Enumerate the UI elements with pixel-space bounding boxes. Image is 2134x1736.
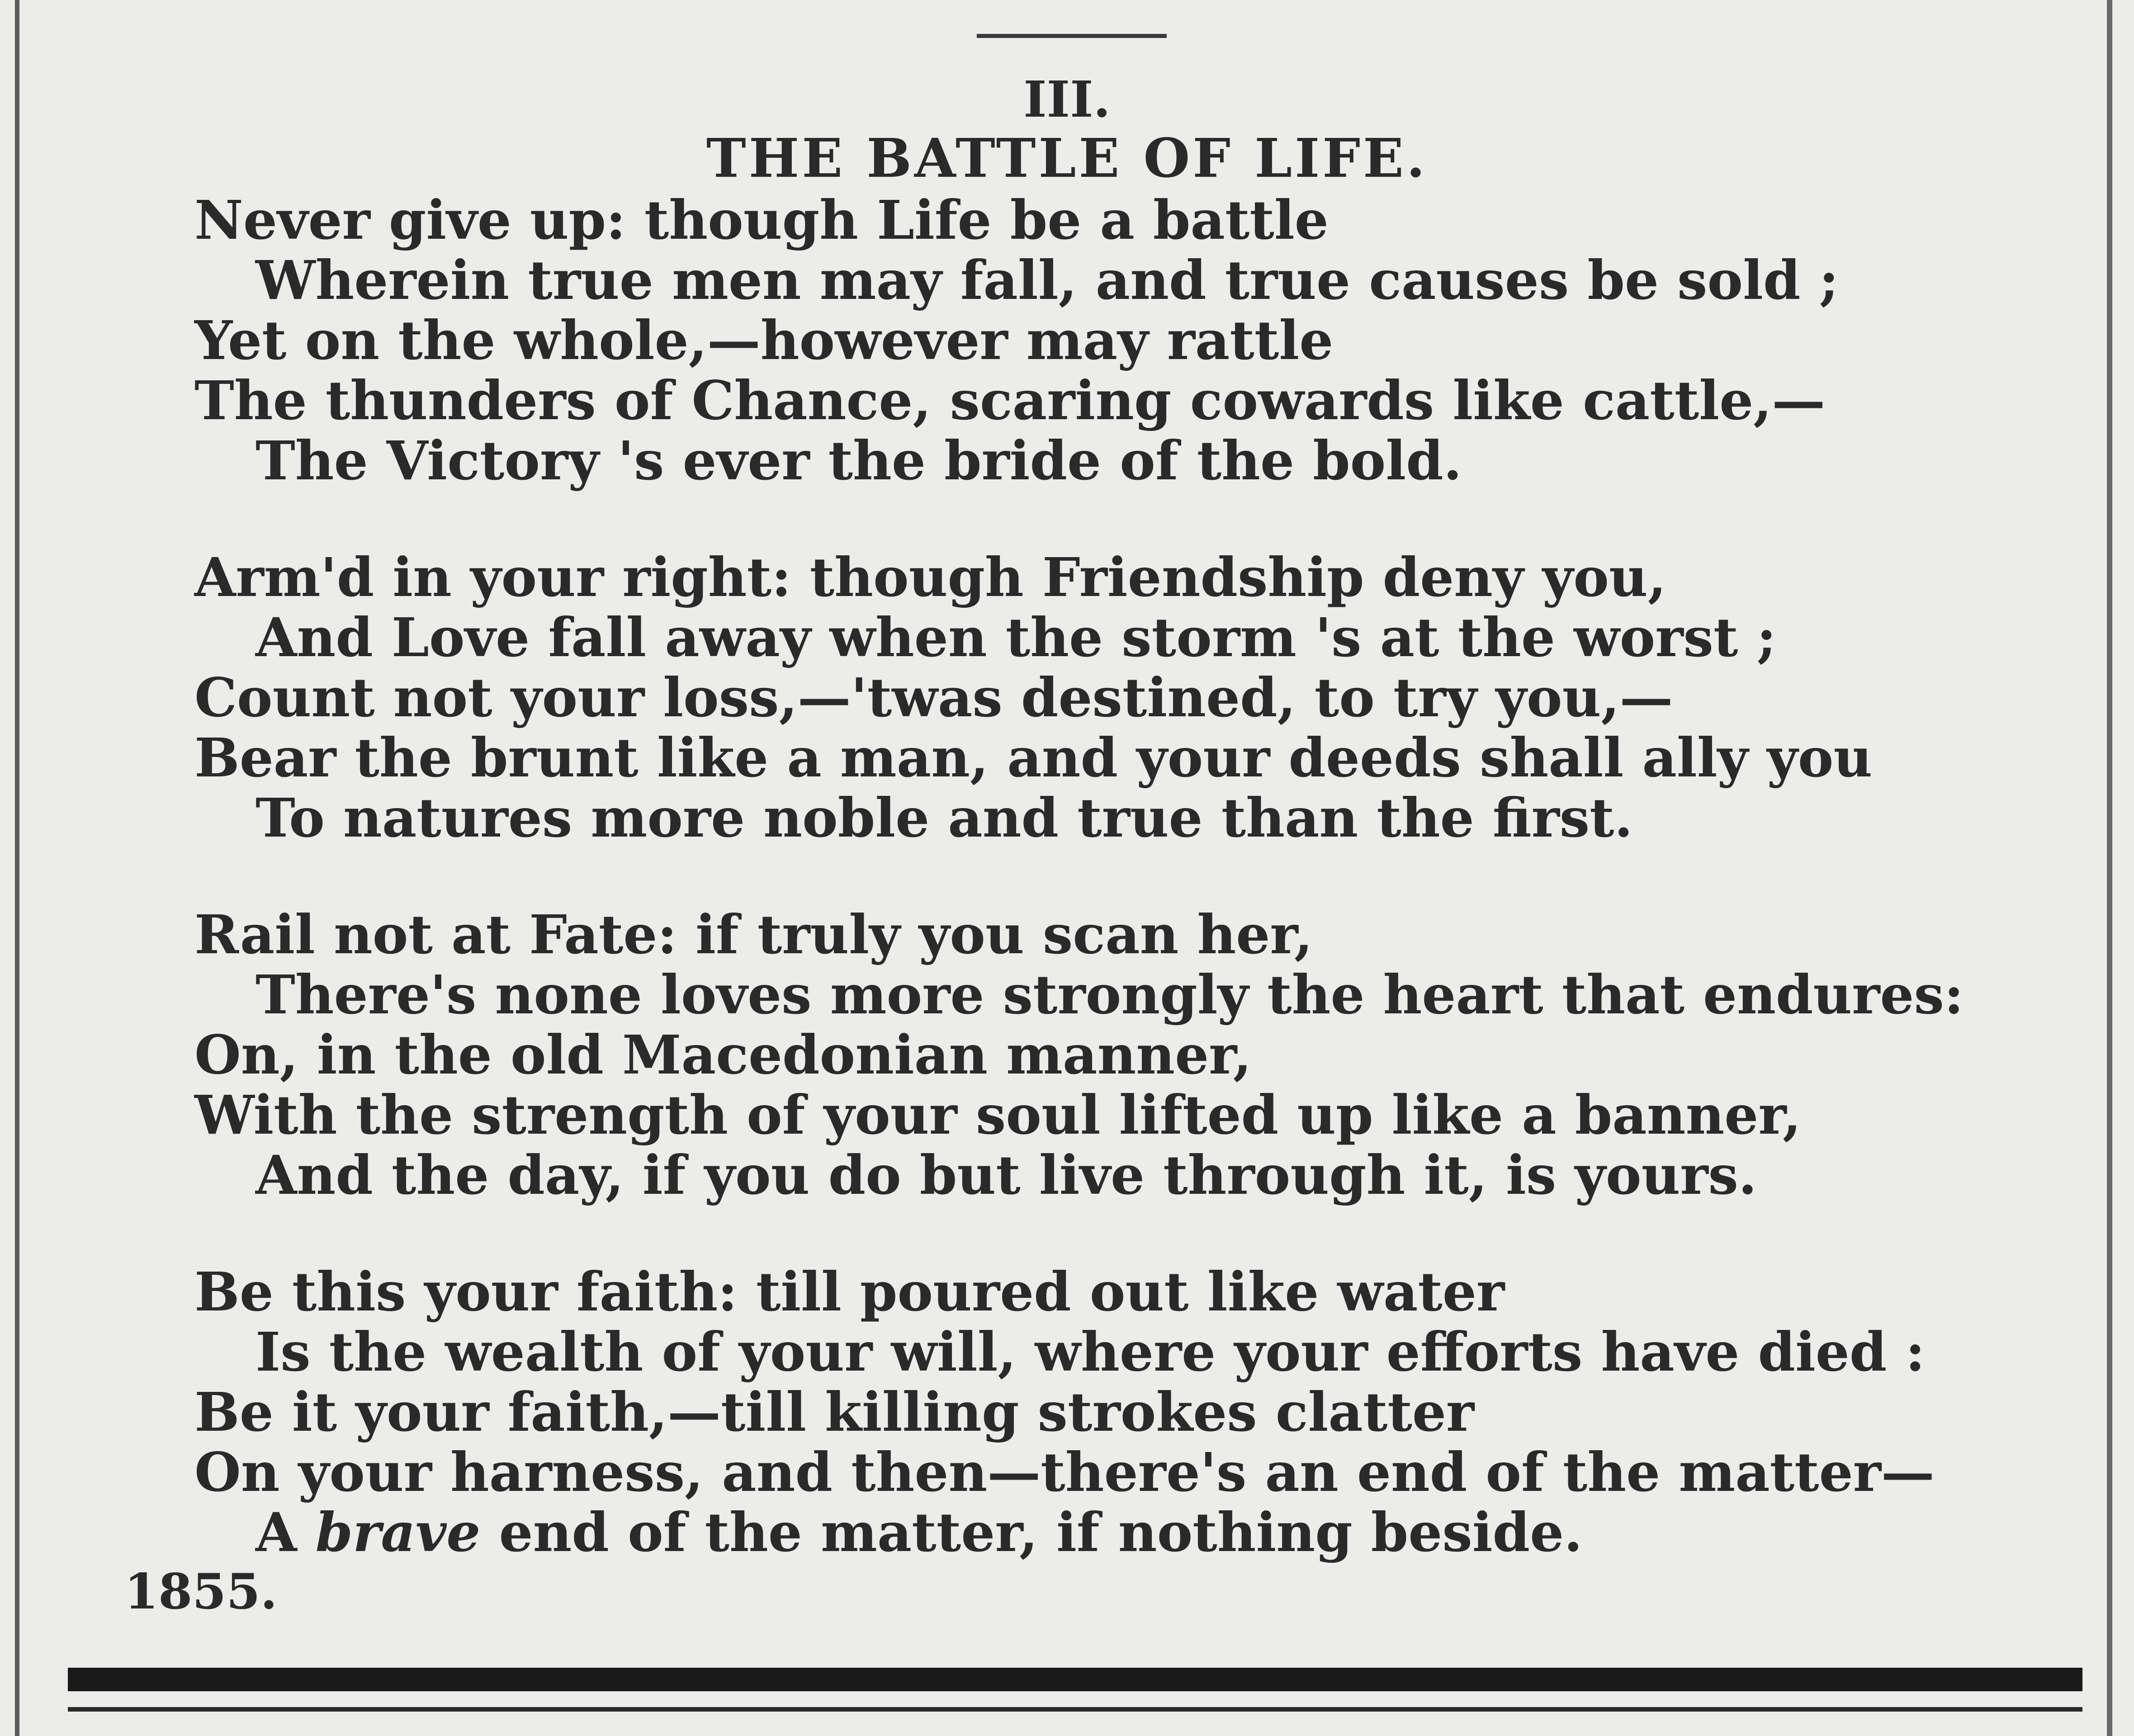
verse-line-part: A — [256, 1501, 316, 1564]
poem-year: 1855. — [124, 1563, 278, 1620]
verse-line: Yet on the whole,—however may rattle — [194, 309, 1334, 372]
verse-line: Arm'd in your right: though Friendship deny you, — [194, 546, 1666, 609]
verse-line: Count not your loss,—'twas destined, to try you,— — [194, 666, 1673, 729]
verse-line: And the day, if you do but live through it, is yours. — [256, 1144, 1757, 1206]
verse-line: On your harness, and then—there's an end of the matter— — [194, 1441, 1935, 1504]
verse-line: Be it your faith,—till killing strokes clatter — [194, 1381, 1475, 1443]
top-divider-rule — [977, 34, 1167, 38]
bottom-thin-rule — [68, 1707, 2082, 1712]
stanza-1 — [194, 190, 2076, 491]
left-column-rule — [15, 0, 19, 1736]
verse-line: There's none loves more strongly the heart that endures: — [256, 963, 1964, 1026]
verse-line: Wherein true men may fall, and true causes be sold ; — [256, 249, 1839, 312]
bottom-thick-rule — [68, 1668, 2082, 1691]
verse-line-last — [194, 1502, 2076, 1562]
stanza-4 — [194, 1262, 2076, 1562]
stanza-2 — [194, 547, 2076, 848]
verse-line: To natures more noble and true than the first. — [256, 786, 1633, 849]
stanza-3 — [194, 904, 2076, 1205]
verse-line: Be this your faith: till poured out like water — [194, 1260, 1505, 1323]
verse-line: The thunders of Chance, scaring cowards like cattle,— — [194, 369, 1826, 432]
verse-line-part: end of the matter, if nothing beside. — [480, 1501, 1583, 1564]
verse-line: Rail not at Fate: if truly you scan her, — [194, 903, 1313, 966]
verse-line: Never give up: though Life be a battle — [194, 189, 1329, 251]
right-column-rule — [2107, 0, 2112, 1736]
poem-title: THE BATTLE OF LIFE. — [706, 127, 1428, 189]
verse-line: With the strength of your soul lifted up like a banner, — [194, 1083, 1802, 1146]
italic-word: brave — [315, 1501, 481, 1564]
verse-line: And Love fall away when the storm 's at the worst ; — [256, 606, 1777, 669]
verse-line: Bear the brunt like a man, and your deeds shall ally you — [194, 726, 1873, 789]
verse-line: The Victory 's ever the bride of the bold. — [256, 429, 1462, 492]
verse-line: Is the wealth of your will, where your efforts have died : — [256, 1320, 1925, 1383]
section-numeral: III. — [1023, 70, 1111, 128]
poem-body — [194, 190, 2076, 1619]
verse-line: On, in the old Macedonian manner, — [194, 1023, 1252, 1086]
